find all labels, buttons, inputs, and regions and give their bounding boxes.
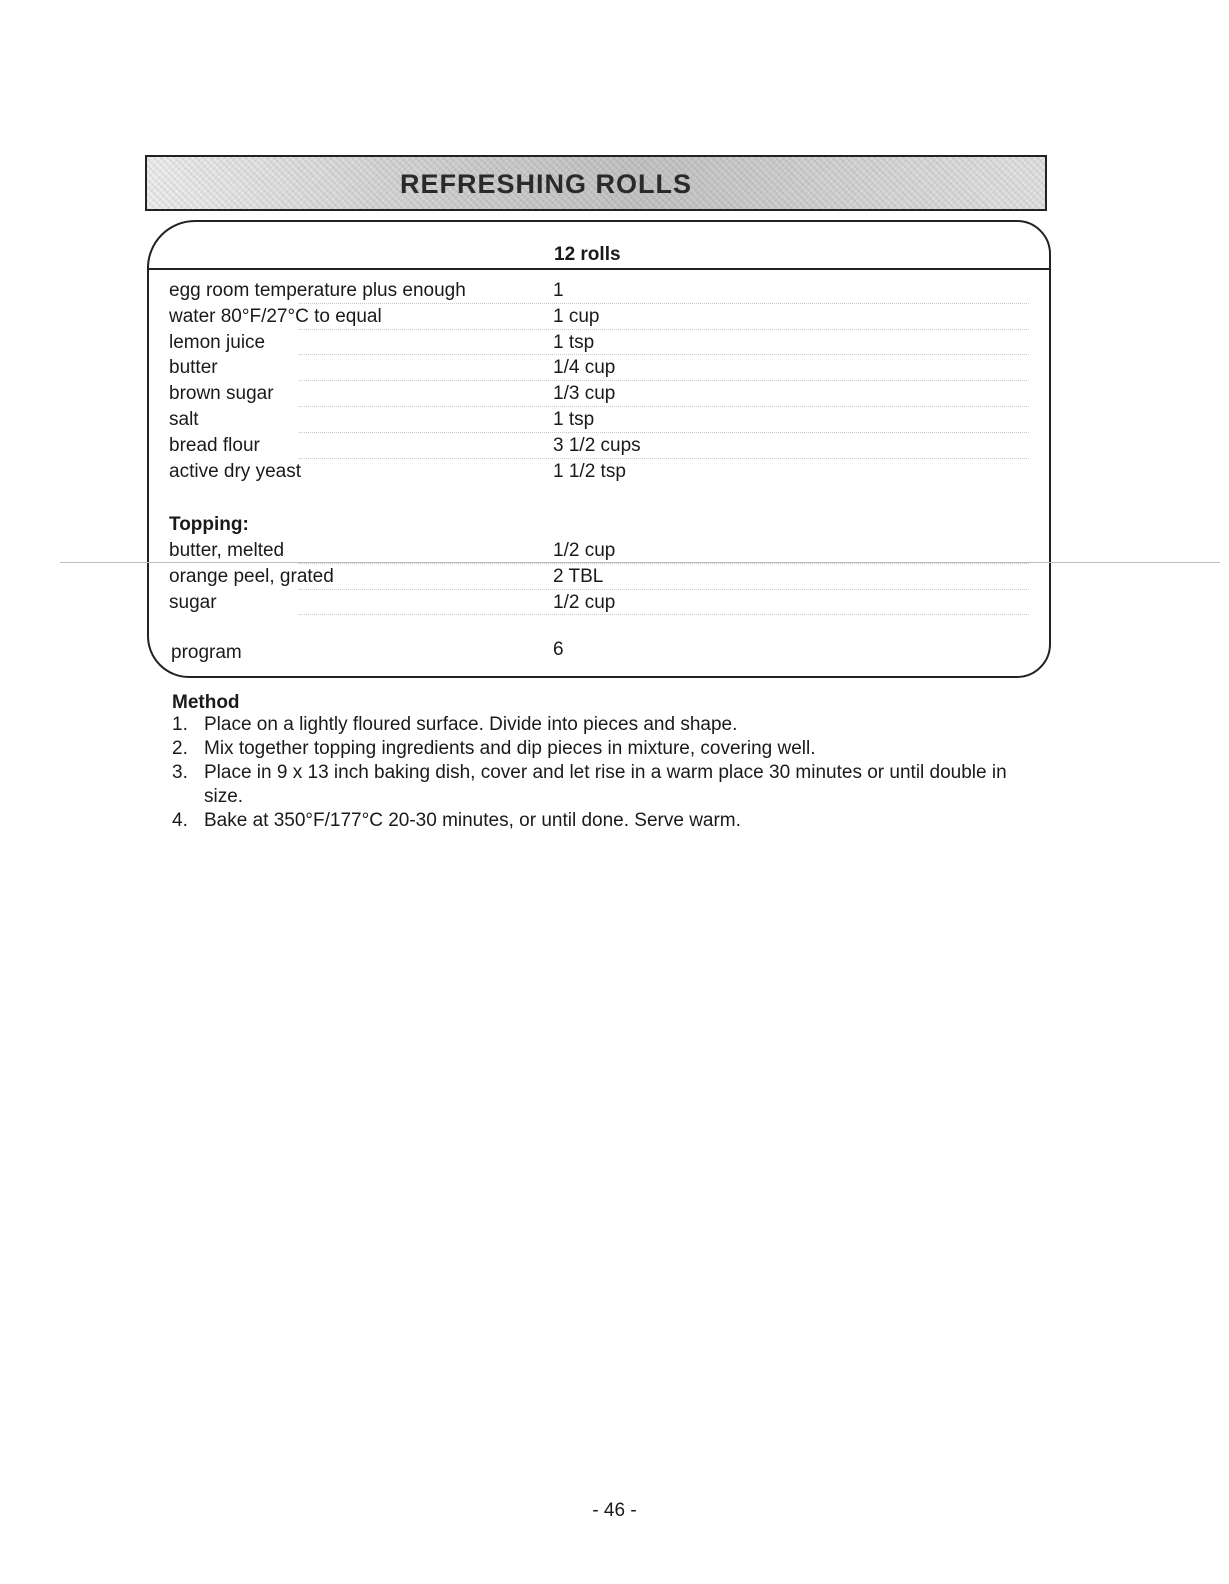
ingredient-quantity: 1 cup xyxy=(553,305,600,327)
ingredient-name: bread flour xyxy=(169,434,260,456)
recipe-title: REFRESHING ROLLS xyxy=(399,169,692,199)
dotted-rule xyxy=(299,354,1029,355)
program-row xyxy=(171,639,1031,668)
recipe-title-bar xyxy=(145,155,1047,211)
dotted-rule xyxy=(299,432,1029,433)
step-number: 1. xyxy=(172,714,188,735)
ingredient-row xyxy=(169,383,1029,409)
ingredient-row xyxy=(169,332,1029,358)
ingredient-quantity: 3 1/2 cups xyxy=(553,434,641,456)
dotted-rule xyxy=(299,329,1029,330)
method-step xyxy=(172,737,1042,761)
topping-name: butter, melted xyxy=(169,540,285,561)
step-number: 4. xyxy=(172,810,188,831)
ingredient-name: water 80°F/27°C to equal xyxy=(169,305,382,327)
ingredient-name: active dry yeast xyxy=(169,460,301,482)
method-steps xyxy=(172,713,1042,833)
method-heading: Method xyxy=(172,692,240,713)
ingredient-row xyxy=(169,461,1029,487)
ingredient-quantity: 1 1/2 tsp xyxy=(553,460,626,482)
step-text: Place in 9 x 13 inch baking dish, cover and let rise in a warm place 30 minutes or until double in size. xyxy=(204,762,1007,807)
topping-name: sugar xyxy=(169,591,217,613)
ingredient-quantity: 1 tsp xyxy=(553,331,595,353)
program-label: program xyxy=(171,642,242,663)
method-step xyxy=(172,761,1042,809)
topping-quantity: 1/2 cup xyxy=(553,591,616,613)
yield-label: 12 rolls xyxy=(554,244,621,265)
step-number: 2. xyxy=(172,738,188,759)
ingredient-row xyxy=(169,280,1029,306)
step-text: Mix together topping ingredients and dip pieces in mixture, covering well. xyxy=(204,738,816,759)
ingredient-list xyxy=(169,280,1029,486)
topping-list xyxy=(169,540,1029,617)
dotted-rule xyxy=(299,303,1029,304)
yield-header xyxy=(149,242,1049,270)
dotted-rule xyxy=(299,380,1029,381)
scan-artifact-line xyxy=(60,562,1220,563)
topping-name: orange peel, grated xyxy=(169,565,334,587)
ingredient-name: brown sugar xyxy=(169,383,274,405)
topping-row xyxy=(169,592,1029,618)
ingredient-name: salt xyxy=(169,408,199,430)
ingredient-name: lemon juice xyxy=(169,331,266,353)
step-text: Place on a lightly floured surface. Divide into pieces and shape. xyxy=(204,714,738,735)
ingredients-box xyxy=(147,220,1051,678)
dotted-rule xyxy=(299,589,1029,590)
topping-heading: Topping: xyxy=(169,514,249,535)
dotted-rule xyxy=(299,614,1029,615)
ingredient-row xyxy=(169,409,1029,435)
ingredient-quantity: 1 xyxy=(553,280,564,301)
ingredient-row xyxy=(169,435,1029,461)
ingredient-row xyxy=(169,357,1029,383)
ingredient-quantity: 1/3 cup xyxy=(553,383,616,405)
page-number: - 46 - xyxy=(592,1500,637,1521)
ingredient-quantity: 1 tsp xyxy=(553,408,595,430)
method-step xyxy=(172,713,1042,737)
topping-row xyxy=(169,566,1029,592)
program-value: 6 xyxy=(553,639,564,660)
topping-quantity: 1/2 cup xyxy=(553,540,616,561)
method-step xyxy=(172,809,1042,833)
topping-quantity: 2 TBL xyxy=(553,565,604,587)
dotted-rule xyxy=(299,406,1029,407)
dotted-rule xyxy=(299,458,1029,459)
step-text: Bake at 350°F/177°C 20-30 minutes, or until done. Serve warm. xyxy=(204,810,741,831)
ingredient-row xyxy=(169,306,1029,332)
step-number: 3. xyxy=(172,762,188,783)
ingredient-name: egg room temperature plus enough xyxy=(169,280,466,301)
ingredient-name: butter xyxy=(169,357,218,379)
ingredient-quantity: 1/4 cup xyxy=(553,357,616,379)
